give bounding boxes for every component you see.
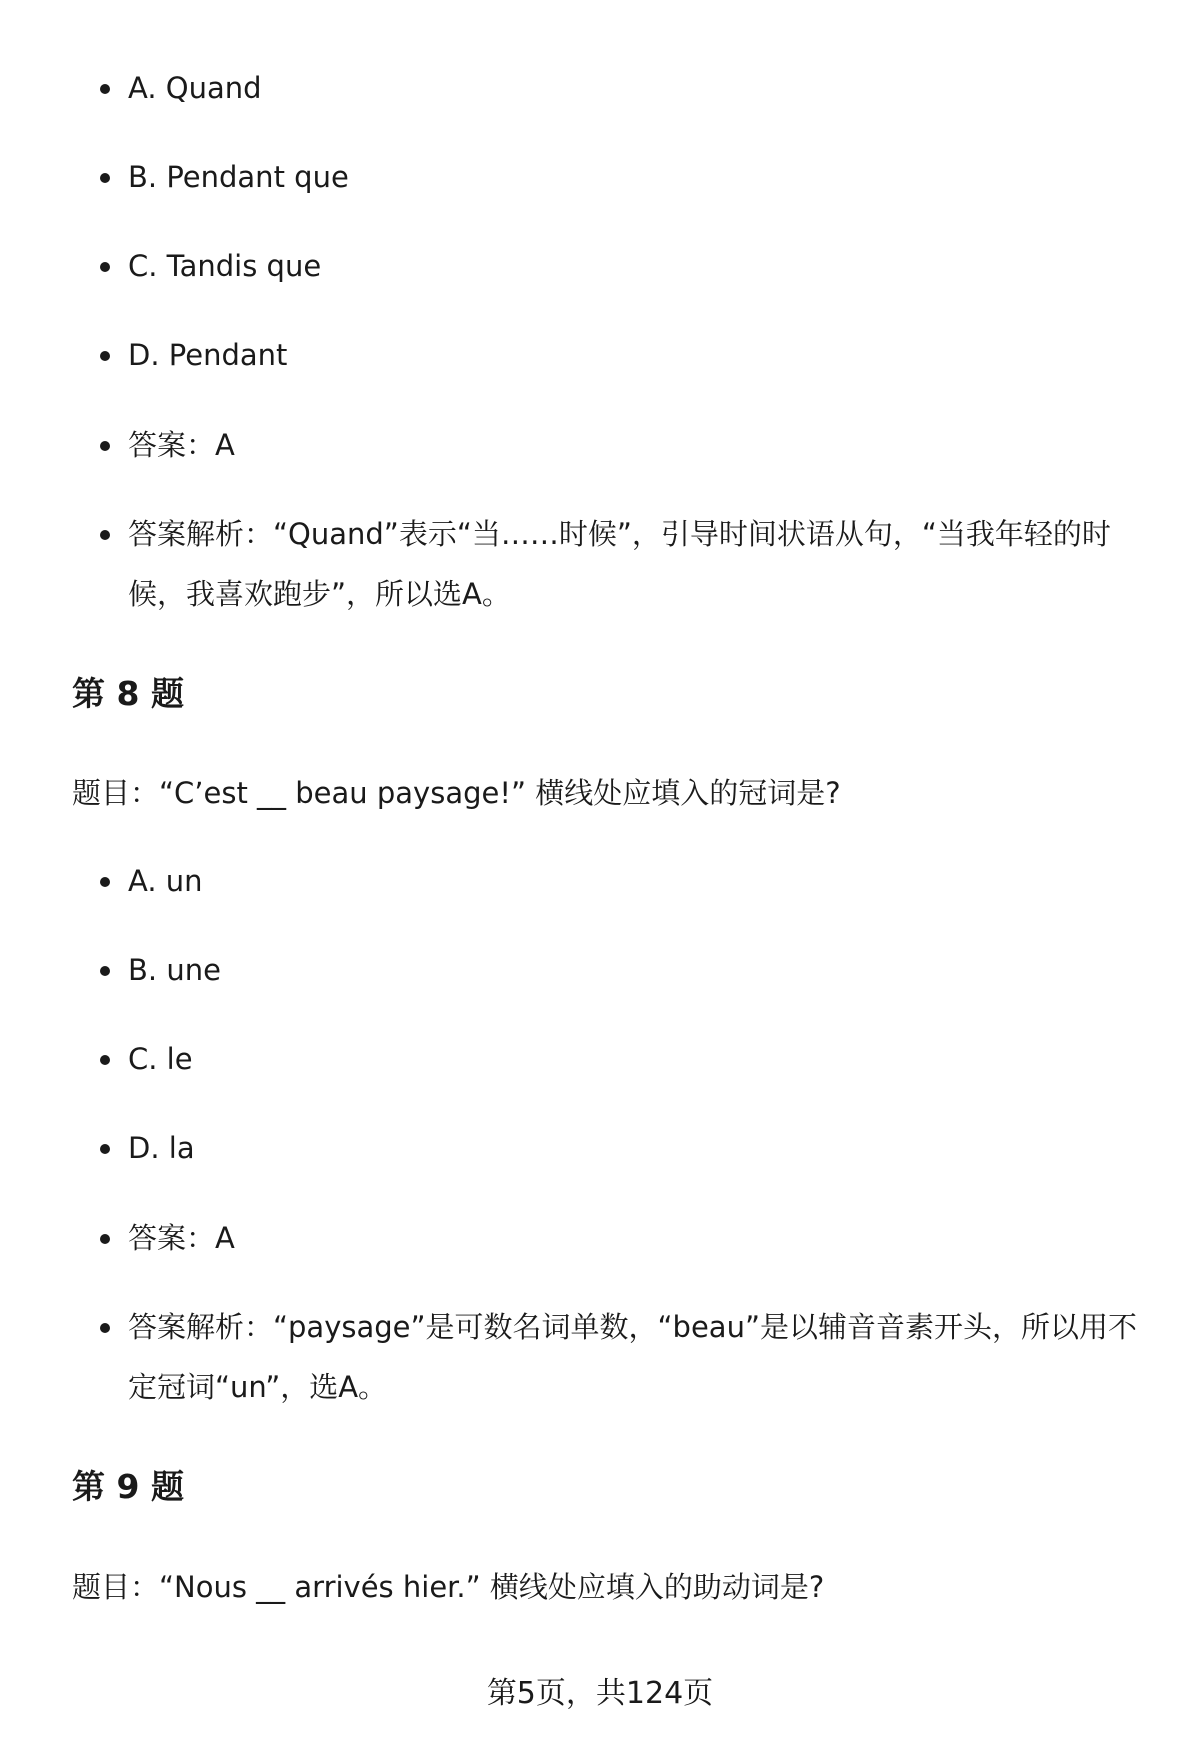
page-number: 第5页，共124页	[486, 1676, 714, 1711]
q7-option-a: A. Quand	[128, 58, 1158, 118]
q8-option-a: A. un	[128, 851, 1158, 911]
q9-stem: 题目：“Nous __ arrivés hier.” 横线处应填入的助动词是?	[72, 1570, 825, 1604]
q8-option-c: C. le	[128, 1029, 1158, 1089]
q7-option-b: B. Pendant que	[128, 147, 1158, 207]
q8-option-d: D. la	[128, 1118, 1158, 1178]
q8-stem: 题目：“C’est __ beau paysage!” 横线处应填入的冠词是?	[72, 776, 841, 810]
q8-option-b: B. une	[128, 940, 1158, 1000]
q7-explanation: 答案解析：“Quand”表示“当……时候”，引导时间状语从句，“当我年轻的时候，我喜欢跑步”，所以选A。	[128, 504, 1158, 624]
q9-heading: 第 9 题	[72, 1467, 184, 1506]
q7-option-d: D. Pendant	[128, 325, 1158, 385]
q8-answer: 答案：A	[128, 1208, 1158, 1268]
q8-explanation: 答案解析：“paysage”是可数名词单数，“beau”是以辅音音素开头，所以用不定冠词“un”，选A。	[128, 1297, 1158, 1417]
q7-answer: 答案：A	[128, 415, 1158, 475]
q8-heading: 第 8 题	[72, 674, 184, 713]
q7-option-c: C. Tandis que	[128, 236, 1158, 296]
